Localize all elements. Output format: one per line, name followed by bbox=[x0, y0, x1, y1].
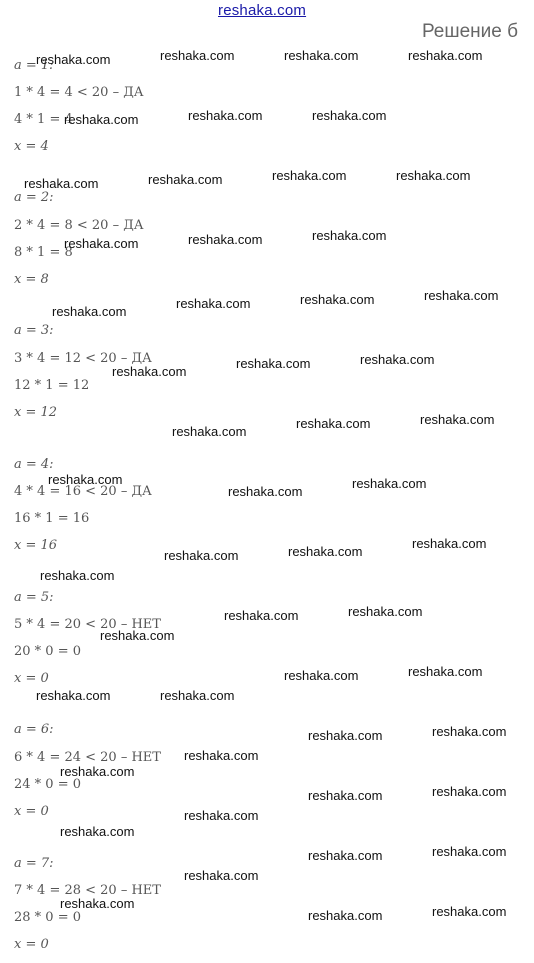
watermark-text: reshaka.com bbox=[432, 904, 507, 919]
watermark-text: reshaka.com bbox=[288, 544, 363, 559]
watermark-text: reshaka.com bbox=[228, 484, 303, 499]
watermark-text: reshaka.com bbox=[60, 824, 135, 839]
watermark-text: reshaka.com bbox=[312, 228, 387, 243]
case-3-a-line: a = 3: bbox=[14, 323, 54, 338]
watermark-text: reshaka.com bbox=[184, 868, 259, 883]
watermark-text: reshaka.com bbox=[272, 168, 347, 183]
case-2-check: 2 * 4 = 8 < 20 – ДА bbox=[14, 218, 144, 233]
case-7-calc: 28 * 0 = 0 bbox=[14, 910, 82, 925]
watermark-text: reshaka.com bbox=[308, 908, 383, 923]
case-7-check: 7 * 4 = 28 < 20 – НЕТ bbox=[14, 883, 161, 898]
case-6-result: x = 0 bbox=[14, 804, 49, 819]
case-6-check: 6 * 4 = 24 < 20 – НЕТ bbox=[14, 750, 161, 765]
watermark-text: reshaka.com bbox=[176, 296, 251, 311]
watermark-text: reshaka.com bbox=[236, 356, 311, 371]
case-1-a-line: a = 1: bbox=[14, 58, 54, 73]
watermark-text: reshaka.com bbox=[188, 108, 263, 123]
watermark-text: reshaka.com bbox=[60, 764, 135, 779]
watermark-text: reshaka.com bbox=[188, 232, 263, 247]
watermark-text: reshaka.com bbox=[300, 292, 375, 307]
case-1-calc: 4 * 1 = 4 bbox=[14, 112, 73, 127]
case-3-result: x = 12 bbox=[14, 405, 58, 420]
case-5-result: x = 0 bbox=[14, 671, 49, 686]
watermark-text: reshaka.com bbox=[408, 48, 483, 63]
watermark-text: reshaka.com bbox=[60, 896, 135, 911]
case-3-calc: 12 * 1 = 12 bbox=[14, 378, 90, 393]
case-6-a-line: a = 6: bbox=[14, 722, 54, 737]
watermark-text: reshaka.com bbox=[36, 52, 111, 67]
watermark-text: reshaka.com bbox=[100, 628, 175, 643]
watermark-text: reshaka.com bbox=[160, 48, 235, 63]
case-3-check: 3 * 4 = 12 < 20 – ДА bbox=[14, 351, 152, 366]
case-2-calc: 8 * 1 = 8 bbox=[14, 245, 73, 260]
case-6-calc: 24 * 0 = 0 bbox=[14, 777, 82, 792]
watermark-text: reshaka.com bbox=[36, 688, 111, 703]
case-7-a-line: a = 7: bbox=[14, 856, 54, 871]
watermark-text: reshaka.com bbox=[224, 608, 299, 623]
watermark-text: reshaka.com bbox=[48, 472, 123, 487]
case-5-check: 5 * 4 = 20 < 20 – НЕТ bbox=[14, 617, 161, 632]
case-2-a-line: a = 2: bbox=[14, 190, 54, 205]
watermark-text: reshaka.com bbox=[408, 664, 483, 679]
case-5-calc: 20 * 0 = 0 bbox=[14, 644, 82, 659]
watermark-text: reshaka.com bbox=[64, 112, 139, 127]
watermark-text: reshaka.com bbox=[308, 848, 383, 863]
case-4-check: 4 * 4 = 16 < 20 – ДА bbox=[14, 484, 152, 499]
watermark-text: reshaka.com bbox=[112, 364, 187, 379]
watermark-text: reshaka.com bbox=[308, 788, 383, 803]
case-5-a-line: a = 5: bbox=[14, 590, 54, 605]
watermark-text: reshaka.com bbox=[172, 424, 247, 439]
watermark-text: reshaka.com bbox=[312, 108, 387, 123]
solution-heading: Решение б bbox=[421, 21, 518, 42]
watermark-text: reshaka.com bbox=[348, 604, 423, 619]
watermark-text: reshaka.com bbox=[432, 724, 507, 739]
case-4-result: x = 16 bbox=[14, 538, 58, 553]
watermark-text: reshaka.com bbox=[184, 808, 259, 823]
watermark-text: reshaka.com bbox=[360, 352, 435, 367]
watermark-text: reshaka.com bbox=[424, 288, 499, 303]
watermark-text: reshaka.com bbox=[284, 668, 359, 683]
site-logo-link[interactable]: reshaka.com bbox=[218, 2, 307, 19]
watermark-text: reshaka.com bbox=[296, 416, 371, 431]
watermark-text: reshaka.com bbox=[164, 548, 239, 563]
watermark-text: reshaka.com bbox=[412, 536, 487, 551]
watermark-text: reshaka.com bbox=[396, 168, 471, 183]
watermark-text: reshaka.com bbox=[308, 728, 383, 743]
watermark-text: reshaka.com bbox=[148, 172, 223, 187]
watermark-text: reshaka.com bbox=[52, 304, 127, 319]
watermark-text: reshaka.com bbox=[40, 568, 115, 583]
watermark-text: reshaka.com bbox=[160, 688, 235, 703]
watermark-text: reshaka.com bbox=[432, 784, 507, 799]
watermark-text: reshaka.com bbox=[284, 48, 359, 63]
case-2-result: x = 8 bbox=[14, 272, 49, 287]
watermark-text: reshaka.com bbox=[432, 844, 507, 859]
watermark-text: reshaka.com bbox=[64, 236, 139, 251]
watermark-text: reshaka.com bbox=[24, 176, 99, 191]
case-4-a-line: a = 4: bbox=[14, 457, 54, 472]
watermark-text: reshaka.com bbox=[420, 412, 495, 427]
case-4-calc: 16 * 1 = 16 bbox=[14, 511, 90, 526]
watermark-text: reshaka.com bbox=[352, 476, 427, 491]
case-1-result: x = 4 bbox=[14, 139, 49, 154]
watermark-text: reshaka.com bbox=[184, 748, 259, 763]
case-7-result: x = 0 bbox=[14, 937, 49, 952]
case-1-check: 1 * 4 = 4 < 20 – ДА bbox=[14, 85, 144, 100]
